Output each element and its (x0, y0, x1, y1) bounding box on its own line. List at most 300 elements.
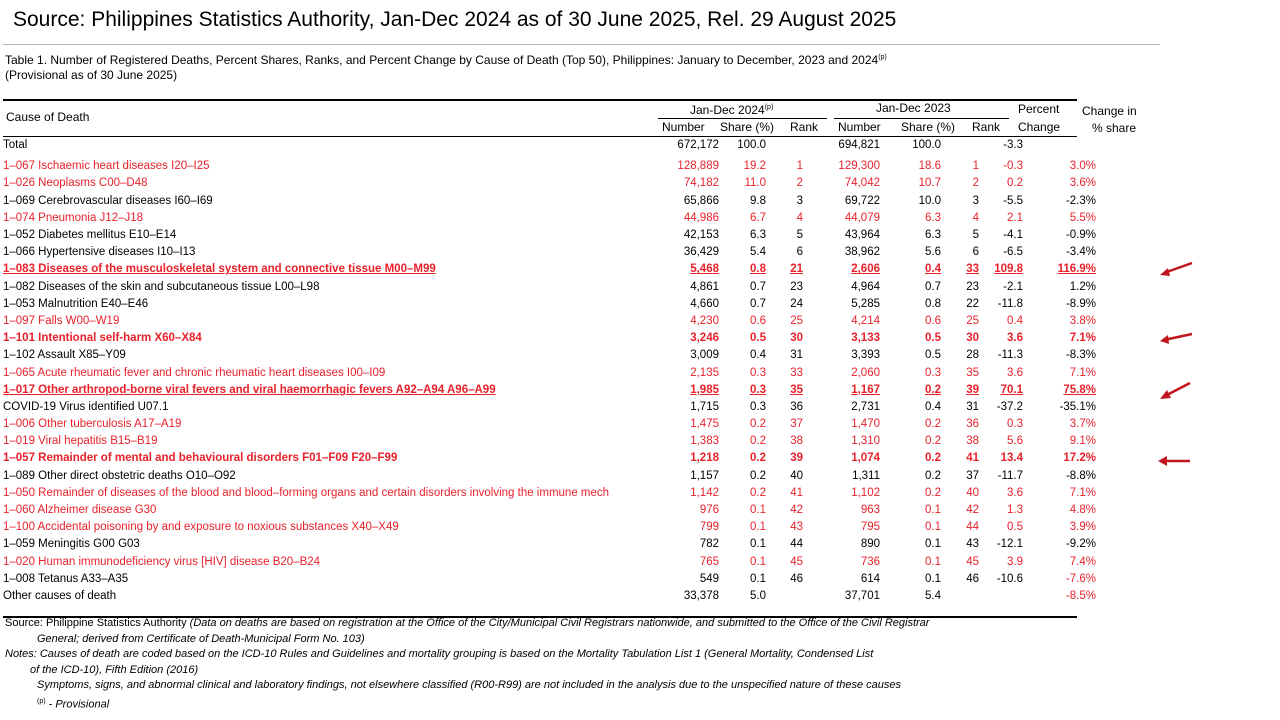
share-2023-cell: 0.2 (925, 486, 941, 499)
rank-2024-cell: 24 (790, 297, 803, 310)
number-2024-cell: 44,986 (683, 211, 719, 224)
rank-2024-cell: 39 (790, 452, 803, 465)
rank-2023-cell: 42 (966, 504, 979, 517)
footnote-source: Source: Philippine Statistics Authority (Data on deaths are based on registration at the Office of the City/Municipal Civil Registrars nationwide, and submitted to the Office of the Civil Registrar (5, 617, 930, 629)
rank-2023-cell: 30 (966, 332, 979, 345)
rank-2024-cell: 23 (790, 280, 803, 293)
change-share-cell: 116.9% (1057, 263, 1096, 276)
percent-change-cell: -37.2 (996, 400, 1023, 413)
number-2024-cell: 1,157 (690, 469, 719, 482)
change-share-cell: 75.8% (1063, 383, 1096, 396)
change-share-cell: -8.3% (1065, 349, 1096, 362)
header-percent: Percent (1018, 102, 1060, 116)
source-line: Source: Philippines Statistics Authority, Jan-Dec 2024 as of 30 June 2025, Rel. 29 August 2025 (13, 8, 897, 31)
number-2023-cell: 2,606 (851, 263, 880, 276)
share-2024-cell: 0.2 (750, 435, 766, 448)
rank-2023-cell: 28 (966, 349, 979, 362)
share-2024-cell: 0.1 (750, 572, 766, 585)
change-share-cell: 1.2% (1069, 280, 1096, 293)
number-2024-cell: 765 (699, 555, 719, 568)
rank-2024-cell: 1 (796, 160, 803, 173)
share-2023-cell: 0.1 (925, 572, 941, 585)
change-share-cell: 3.7% (1069, 418, 1096, 431)
number-2024-cell: 42,153 (683, 229, 719, 242)
rank-2023-cell: 37 (966, 469, 979, 482)
percent-change-cell: -4.1 (1003, 229, 1023, 242)
rank-2023-cell: 38 (966, 435, 979, 448)
share-2023-cell: 0.1 (925, 521, 941, 534)
change-share-cell: 3.9% (1069, 521, 1096, 534)
table-row (3, 175, 1096, 192)
number-2023-cell: 4,214 (851, 314, 880, 327)
number-2023-cell: 37,701 (844, 589, 880, 602)
cause-cell: 1–008 Tetanus A33–A35 (3, 572, 129, 585)
share-2024-cell: 9.8 (750, 194, 766, 207)
percent-change-cell: 2.1 (1007, 211, 1023, 224)
cause-cell: Total (3, 139, 28, 152)
percent-change-cell: -2.1 (1003, 280, 1023, 293)
rank-2023-cell: 35 (966, 366, 979, 379)
rank-2024-cell: 5 (796, 229, 803, 242)
number-2023-cell: 1,074 (851, 452, 880, 465)
number-2023-cell: 43,964 (844, 229, 880, 242)
number-2024-cell: 1,383 (690, 435, 719, 448)
arrow-left-icon (1156, 453, 1192, 469)
rank-2024-cell: 35 (790, 383, 803, 396)
number-2023-cell: 2,060 (851, 366, 880, 379)
change-share-cell: 9.1% (1069, 435, 1096, 448)
share-2023-cell: 0.4 (925, 263, 941, 276)
rank-2023-cell: 6 (972, 246, 979, 259)
caption-line1: Table 1. Number of Registered Deaths, Percent Shares, Ranks, and Percent Change by Cause of Death (Top 50), Philippines: January to December, 2023 and 2024 (5, 53, 879, 67)
number-2024-cell: 1,715 (690, 400, 719, 413)
table-row (3, 519, 1096, 536)
number-2024-cell: 1,142 (690, 486, 719, 499)
number-2023-cell: 795 (860, 521, 880, 534)
rank-2023-cell (941, 588, 979, 605)
table-row (3, 502, 1096, 519)
share-2023-cell: 0.2 (925, 418, 941, 431)
share-2023-cell: 6.3 (925, 229, 941, 242)
share-2024-cell: 0.3 (750, 383, 766, 396)
share-2023-cell: 0.3 (925, 366, 941, 379)
cause-cell: 1–097 Falls W00–W19 (3, 314, 120, 327)
share-2024-cell: 0.2 (750, 486, 766, 499)
share-2024-cell: 5.4 (750, 246, 766, 259)
number-2024-cell: 4,660 (690, 297, 719, 310)
table-row-total (3, 137, 1096, 154)
share-2024-cell: 0.7 (750, 297, 766, 310)
table-row (3, 210, 1096, 227)
rank-2024-cell: 42 (790, 504, 803, 517)
percent-change-cell: 70.1 (1000, 383, 1023, 396)
number-2024-cell: 672,172 (677, 139, 719, 152)
header-number-2023: Number (838, 120, 881, 134)
cause-cell: 1–026 Neoplasms C00–D48 (3, 177, 148, 190)
number-2024-cell: 799 (699, 521, 719, 534)
percent-change-cell: 109.8 (994, 263, 1023, 276)
table-row-highlighted (3, 261, 1096, 278)
table-row (3, 468, 1096, 485)
share-2024-cell: 0.3 (750, 400, 766, 413)
number-2024-cell: 1,475 (690, 418, 719, 431)
change-share-cell: -8.9% (1065, 297, 1096, 310)
share-2023-cell: 0.2 (925, 383, 941, 396)
percent-change-cell: -11.7 (997, 469, 1023, 482)
number-2023-cell: 614 (860, 572, 880, 585)
deaths-table (3, 137, 1096, 605)
share-2023-cell: 0.6 (925, 314, 941, 327)
header-pct-share: % share (1092, 121, 1137, 135)
footnote-notes-cont: of the ICD-10), Fifth Edition (2016) (30, 663, 199, 676)
change-share-cell: -8.5% (1065, 589, 1096, 602)
share-2023-cell: 0.2 (925, 469, 941, 482)
table-row (3, 296, 1096, 313)
number-2023-cell: 44,079 (844, 211, 880, 224)
change-share-cell: 3.6% (1069, 177, 1096, 190)
footnotes (5, 616, 929, 713)
number-2024-cell: 3,246 (690, 332, 719, 345)
rank-2024-cell: 40 (790, 469, 803, 482)
table-row (3, 485, 1096, 502)
rank-2023-cell (941, 137, 979, 154)
header-change-in: Change in (1082, 104, 1137, 118)
share-2023-cell: 6.3 (925, 211, 941, 224)
rank-2024-cell: 41 (790, 486, 803, 499)
number-2023-cell: 1,102 (851, 486, 880, 499)
rank-2024-cell: 45 (790, 555, 803, 568)
header-period-2023: Jan-Dec 2023 (876, 101, 951, 115)
cause-cell: 1–060 Alzheimer disease G30 (3, 504, 157, 517)
rank-2024-cell: 43 (790, 521, 803, 534)
cause-cell: Other causes of death (3, 589, 117, 602)
number-2024-cell: 1,218 (690, 452, 719, 465)
percent-change-cell: -10.6 (996, 572, 1023, 585)
percent-change-cell: 0.3 (1007, 418, 1023, 431)
share-2024-cell: 100.0 (737, 139, 766, 152)
table-row (3, 554, 1096, 571)
change-share-cell: -2.3% (1065, 194, 1096, 207)
number-2023-cell: 694,821 (838, 139, 880, 152)
change-share-cell: 3.8% (1069, 314, 1096, 327)
cause-cell: 1–059 Meningitis G00 G03 (3, 538, 140, 551)
number-2024-cell: 549 (699, 572, 719, 585)
share-2023-cell: 5.6 (925, 246, 941, 259)
table-row (3, 158, 1096, 175)
arrow-left-icon (1158, 380, 1194, 402)
change-share-cell: -7.6% (1065, 572, 1096, 585)
number-2024-cell: 5,468 (690, 263, 719, 276)
rank-2023-cell: 5 (972, 229, 979, 242)
percent-change-cell: -12.1 (996, 538, 1023, 551)
percent-change-cell: 13.4 (1000, 452, 1023, 465)
cause-cell: 1–050 Remainder of diseases of the blood and blood–forming organs and certain disorders involving the immune mech (3, 486, 610, 499)
table-row (3, 313, 1096, 330)
number-2024-cell: 2,135 (690, 366, 719, 379)
cause-cell: 1–101 Intentional self-harm X60–X84 (3, 332, 202, 345)
number-2023-cell: 890 (860, 538, 880, 551)
percent-change-cell: 0.5 (1007, 521, 1023, 534)
share-2024-cell: 0.4 (750, 349, 766, 362)
rank-2023-cell: 22 (966, 297, 979, 310)
table-row (3, 364, 1096, 381)
rank-2023-cell: 25 (966, 314, 979, 327)
share-2023-cell: 0.1 (925, 538, 941, 551)
change-share-cell: -8.8% (1065, 469, 1096, 482)
rank-2023-cell: 33 (966, 263, 979, 276)
footnote-source-cont: General; derived from Certificate of Death-Municipal Form No. 103) (37, 632, 365, 645)
rank-2023-cell: 23 (966, 280, 979, 293)
rank-2024-cell: 25 (790, 314, 803, 327)
rank-2024-cell (766, 137, 803, 154)
table-row (3, 244, 1096, 261)
rank-2024-cell: 6 (796, 246, 803, 259)
share-2024-cell: 0.2 (750, 418, 766, 431)
table-row (3, 279, 1096, 296)
share-2023-cell: 0.1 (925, 504, 941, 517)
change-share-cell: 7.1% (1069, 486, 1096, 499)
table-row (3, 433, 1096, 450)
table-row-highlighted (3, 450, 1096, 467)
percent-change-cell: 3.9 (1007, 555, 1023, 568)
rank-2023-cell: 3 (972, 194, 979, 207)
cause-cell: 1–102 Assault X85–Y09 (3, 349, 126, 362)
percent-change-cell: -11.3 (997, 349, 1023, 362)
rank-2024-cell: 38 (790, 435, 803, 448)
share-2024-cell: 19.2 (743, 160, 766, 173)
share-2023-cell: 0.7 (925, 280, 941, 293)
number-2023-cell: 74,042 (844, 177, 880, 190)
share-2024-cell: 0.7 (750, 280, 766, 293)
number-2024-cell: 128,889 (677, 160, 719, 173)
rank-2023-cell: 46 (966, 572, 979, 585)
percent-change-cell: 1.3 (1007, 504, 1023, 517)
cause-cell: COVID-19 Virus identified U07.1 (3, 400, 169, 413)
table-row (3, 571, 1096, 588)
percent-change-cell: 3.6 (1007, 366, 1023, 379)
rank-2024-cell: 33 (790, 366, 803, 379)
share-2023-cell: 5.4 (925, 589, 941, 602)
share-2024-cell: 0.1 (750, 504, 766, 517)
table-row (3, 536, 1096, 553)
footnote-notes: Notes: Causes of death are coded based on the ICD-10 Rules and Guidelines and mortality grouping is based on the Mortality Tabulation List 1 (General Mortality, Condensed List (5, 648, 874, 660)
share-2024-cell: 0.1 (750, 555, 766, 568)
cause-cell: 1–017 Other arthropod-borne viral fevers and viral haemorrhagic fevers A92–A94 A96–A99 (3, 383, 496, 396)
share-2023-cell: 0.4 (925, 400, 941, 413)
share-2024-cell: 0.6 (750, 314, 766, 327)
number-2024-cell: 3,009 (690, 349, 719, 362)
number-2024-cell: 976 (699, 504, 719, 517)
top-rule (3, 44, 1160, 45)
rank-2024-cell: 37 (790, 418, 803, 431)
cause-cell: 1–052 Diabetes mellitus E10–E14 (3, 229, 177, 242)
share-2024-cell: 6.7 (750, 211, 766, 224)
percent-change-cell: -3.3 (1003, 139, 1023, 152)
arrow-left-icon (1158, 260, 1194, 278)
rank-2024-cell: 2 (796, 177, 803, 190)
cause-cell: 1–100 Accidental poisoning by and exposure to noxious substances X40–X49 (3, 521, 399, 534)
header-rank-2024: Rank (790, 120, 819, 134)
cause-cell: 1–083 Diseases of the musculoskeletal system and connective tissue M00–M99 (3, 263, 436, 276)
number-2024-cell: 4,861 (690, 280, 719, 293)
rank-2024-cell: 46 (790, 572, 803, 585)
table-row-highlighted (3, 382, 1096, 399)
rank-2023-cell: 41 (966, 452, 979, 465)
rank-2024-cell: 31 (790, 349, 803, 362)
percent-change-cell: 0.4 (1007, 314, 1023, 327)
share-2023-cell: 0.1 (925, 555, 941, 568)
share-2024-cell: 0.1 (750, 538, 766, 551)
number-2024-cell: 1,985 (690, 383, 719, 396)
share-2024-cell: 0.3 (750, 366, 766, 379)
change-share-cell: -35.1% (1059, 400, 1096, 413)
percent-change-cell: -5.5 (1003, 194, 1023, 207)
number-2024-cell: 65,866 (683, 194, 719, 207)
table-row (3, 416, 1096, 433)
header-change: Change (1018, 120, 1061, 134)
share-2024-cell: 0.8 (750, 263, 766, 276)
table-row-highlighted (3, 330, 1096, 347)
change-share-cell: -9.2% (1065, 538, 1096, 551)
number-2023-cell: 69,722 (844, 194, 880, 207)
number-2023-cell: 129,300 (838, 160, 880, 173)
share-2023-cell: 10.0 (918, 194, 941, 207)
table-row (3, 399, 1096, 416)
change-share-cell: 7.1% (1069, 332, 1096, 345)
number-2023-cell: 1,310 (851, 435, 880, 448)
share-2023-cell: 0.2 (925, 452, 941, 465)
number-2023-cell: 5,285 (851, 297, 880, 310)
cause-cell: 1–020 Human immunodeficiency virus [HIV] disease B20–B24 (3, 555, 321, 568)
rank-2023-cell: 36 (966, 418, 979, 431)
percent-change-cell: 0.2 (1007, 177, 1023, 190)
share-2024-cell: 0.5 (750, 332, 766, 345)
share-2024-cell: 0.2 (750, 452, 766, 465)
cause-cell: 1–074 Pneumonia J12–J18 (3, 211, 144, 224)
header-share-2023: Share (%) (901, 120, 956, 134)
share-2023-cell: 0.8 (925, 297, 941, 310)
rank-2024-cell: 30 (790, 332, 803, 345)
share-2023-cell: 18.6 (918, 160, 941, 173)
rank-2023-cell: 39 (966, 383, 979, 396)
table-row-other (3, 588, 1096, 605)
rank-2024-cell: 4 (796, 211, 803, 224)
rank-2023-cell: 4 (972, 211, 979, 224)
cause-cell: 1–006 Other tuberculosis A17–A19 (3, 418, 182, 431)
change-share-cell: -3.4% (1065, 246, 1096, 259)
percent-change-cell: -6.5 (1003, 246, 1023, 259)
share-2023-cell: 100.0 (912, 139, 941, 152)
number-2023-cell: 38,962 (844, 246, 880, 259)
number-2024-cell: 4,230 (690, 314, 719, 327)
rank-2024-cell: 3 (796, 194, 803, 207)
table-row (3, 193, 1096, 210)
arrow-left-icon (1158, 329, 1194, 347)
number-2023-cell: 4,964 (851, 280, 880, 293)
header-rule-2023 (834, 118, 1009, 119)
percent-change-cell: 5.6 (1007, 435, 1023, 448)
header-period-2024: Jan-Dec 2024$^{(p)}$ (690, 103, 774, 117)
number-2023-cell: 1,470 (851, 418, 880, 431)
cause-cell: 1–067 Ischaemic heart diseases I20–I25 (3, 160, 210, 173)
change-share-cell: 7.1% (1069, 366, 1096, 379)
number-2023-cell: 1,167 (851, 383, 880, 396)
cause-cell: 1–066 Hypertensive diseases I10–I13 (3, 246, 196, 259)
percent-change-cell: 3.6 (1007, 486, 1023, 499)
cause-cell: 1–089 Other direct obstetric deaths O10–O92 (3, 469, 236, 482)
rank-2023-cell: 40 (966, 486, 979, 499)
cause-cell: 1–057 Remainder of mental and behavioural disorders F01–F09 F20–F99 (3, 452, 398, 465)
rank-2024-cell: 44 (790, 538, 803, 551)
table-caption (5, 50, 887, 83)
caption-sup: (p) (878, 54, 887, 61)
change-share-cell: 3.0% (1069, 160, 1096, 173)
cause-cell: 1–082 Diseases of the skin and subcutaneous tissue L00–L98 (3, 280, 320, 293)
rank-2023-cell: 44 (966, 521, 979, 534)
percent-change-cell: -11.8 (997, 297, 1023, 310)
share-2023-cell: 0.5 (925, 349, 941, 362)
share-2023-cell: 10.7 (918, 177, 941, 190)
footnote-provisional: $^{(p)}$ - Provisional (37, 697, 110, 711)
number-2024-cell: 33,378 (683, 589, 719, 602)
number-2023-cell: 963 (860, 504, 880, 517)
rank-2024-cell: 36 (790, 400, 803, 413)
change-share-cell: 17.2% (1063, 452, 1096, 465)
caption-line2: (Provisional as of 30 June 2025) (5, 68, 178, 82)
share-2024-cell: 5.0 (750, 589, 766, 602)
change-share-cell: 5.5% (1069, 211, 1096, 224)
percent-change-cell: 3.6 (1007, 332, 1023, 345)
share-2024-cell: 11.0 (744, 177, 766, 190)
table-row (3, 227, 1096, 244)
header-cause: Cause of Death (6, 110, 90, 124)
change-share-cell: 7.4% (1069, 555, 1096, 568)
header-rank-2023: Rank (972, 120, 1001, 134)
number-2024-cell: 74,182 (683, 177, 719, 190)
header-share-2024: Share (%) (720, 120, 775, 134)
table-row (3, 347, 1096, 364)
cause-cell: 1–065 Acute rheumatic fever and chronic rheumatic heart diseases I00–I09 (3, 366, 386, 379)
footnote-symptoms: Symptoms, signs, and abnormal clinical and laboratory findings, not elsewhere classified (R00-R99) are not included in the analysis due to the unspecified nature of these causes (37, 679, 901, 691)
header-rule-2024 (658, 118, 827, 119)
rank-2024-cell: 21 (790, 263, 803, 276)
cause-cell: 1–069 Cerebrovascular diseases I60–I69 (3, 194, 213, 207)
share-2023-cell: 0.5 (925, 332, 941, 345)
rank-2024-cell (766, 588, 803, 605)
number-2024-cell: 782 (699, 538, 719, 551)
change-share-cell (1023, 137, 1096, 154)
change-share-cell: -0.9% (1065, 229, 1096, 242)
number-2023-cell: 2,731 (851, 400, 880, 413)
share-2024-cell: 0.2 (750, 469, 766, 482)
rank-2023-cell: 31 (966, 400, 979, 413)
rank-2023-cell: 2 (972, 177, 979, 190)
share-2024-cell: 0.1 (750, 521, 766, 534)
change-share-cell: 4.8% (1069, 504, 1096, 517)
percent-change-cell (979, 588, 1023, 605)
rank-2023-cell: 45 (966, 555, 979, 568)
share-2023-cell: 0.2 (925, 435, 941, 448)
header-number-2024: Number (662, 120, 705, 134)
cause-cell: 1–053 Malnutrition E40–E46 (3, 297, 149, 310)
percent-change-cell: -0.3 (1003, 160, 1023, 173)
rank-2023-cell: 43 (966, 538, 979, 551)
cause-cell: 1–019 Viral hepatitis B15–B19 (3, 435, 158, 448)
rank-2023-cell: 1 (972, 160, 979, 173)
number-2023-cell: 736 (860, 555, 880, 568)
share-2024-cell: 6.3 (750, 229, 766, 242)
number-2023-cell: 1,311 (852, 469, 880, 482)
